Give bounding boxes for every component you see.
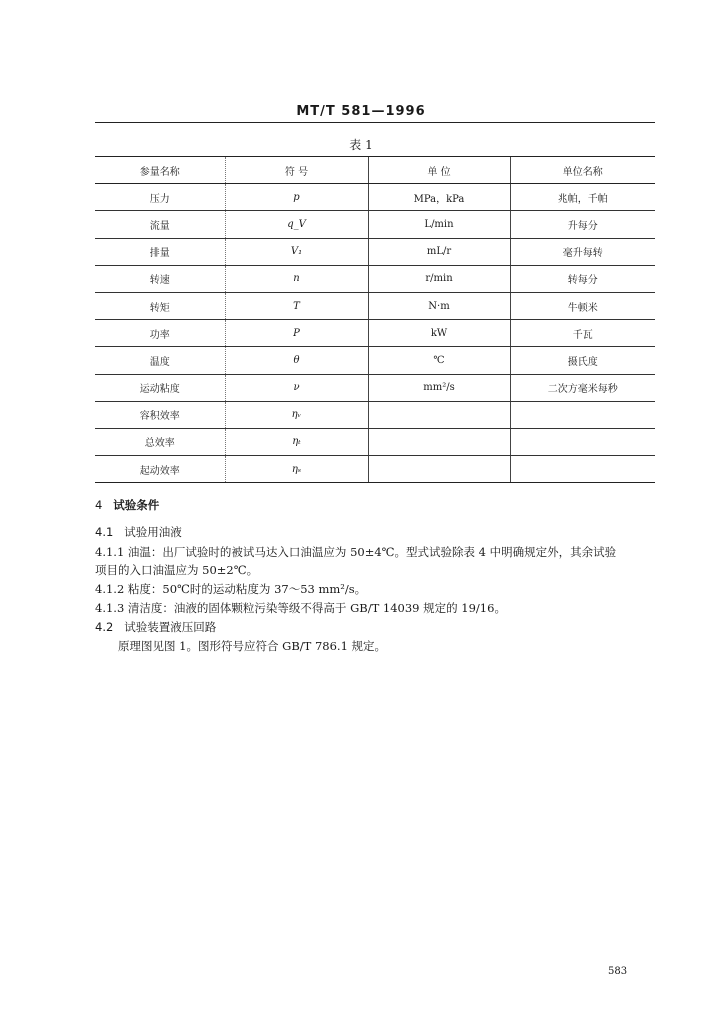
standard-number-header: MT/T 581—1996 <box>296 104 426 119</box>
parameter-name-cell: 容积效率 <box>95 401 225 428</box>
unit-name-cell: 二次方毫米每秒 <box>510 374 655 401</box>
unit-name-cell: 牛顿米 <box>510 292 655 319</box>
symbol-cell: ν <box>225 374 368 401</box>
page-number: 583 <box>608 966 628 977</box>
symbol-cell: ηₜ <box>225 428 368 455</box>
unit-name-cell: 转每分 <box>510 265 655 292</box>
unit-cell: mL/r <box>368 238 510 265</box>
unit-name-cell <box>510 456 655 483</box>
symbol-cell: T <box>225 292 368 319</box>
units-table <box>95 156 655 483</box>
column-header: 符 号 <box>225 157 368 184</box>
unit-name-cell: 毫升每转 <box>510 238 655 265</box>
unit-cell: mm²/s <box>368 374 510 401</box>
parameter-name-cell: 转矩 <box>95 292 225 319</box>
parameter-name-cell: 运动粘度 <box>95 374 225 401</box>
table-row <box>95 320 655 347</box>
section-title: 试验用油液 <box>124 525 182 539</box>
symbol-cell: q_V <box>225 211 368 238</box>
table-row <box>95 184 655 211</box>
symbol-cell: ηᵥ <box>225 401 368 428</box>
section-4-heading <box>95 497 655 513</box>
clause-4-1-1-line-2: 项目的入口油温应为 50±2℃。 <box>95 563 259 577</box>
unit-name-cell: 摄氏度 <box>510 347 655 374</box>
parameter-name-cell: 功率 <box>95 320 225 347</box>
table-row <box>95 428 655 455</box>
section-number: 4.2 <box>95 620 114 634</box>
symbol-cell: V₁ <box>225 238 368 265</box>
header-rule <box>95 122 655 123</box>
clause-4-1-2: 4.1.2 粘度：50℃时的运动粘度为 37～53 mm²/s。 <box>95 582 367 596</box>
section-4-2-heading <box>95 619 655 635</box>
table-row <box>95 238 655 265</box>
unit-cell: L/min <box>368 211 510 238</box>
parameter-name-cell: 转速 <box>95 265 225 292</box>
table-row <box>95 374 655 401</box>
clause-4-1-1-line-1: 4.1.1 油温：出厂试验时的被试马达入口油温应为 50±4℃。型式试验除表 4 中明确规定外，其余试验 <box>95 545 617 559</box>
table-title: 表 1 <box>349 138 373 152</box>
unit-cell: ℃ <box>368 347 510 374</box>
symbol-cell: n <box>225 265 368 292</box>
unit-cell <box>368 456 510 483</box>
parameter-name-cell: 压力 <box>95 184 225 211</box>
symbol-cell: θ <box>225 347 368 374</box>
clause-4-1-3: 4.1.3 清洁度：油液的固体颗粒污染等级不得高于 GB/T 14039 规定的 19/16。 <box>95 601 506 615</box>
symbol-cell: P <box>225 320 368 347</box>
unit-cell: r/min <box>368 265 510 292</box>
column-header: 单 位 <box>368 157 510 184</box>
column-header: 单位名称 <box>510 157 655 184</box>
unit-name-cell: 千瓦 <box>510 320 655 347</box>
table-row <box>95 401 655 428</box>
clause-4-2-body: 原理图见图 1。图形符号应符合 GB/T 786.1 规定。 <box>118 639 387 653</box>
table-row <box>95 265 655 292</box>
section-title: 试验装置液压回路 <box>124 620 217 634</box>
symbol-cell: p <box>225 184 368 211</box>
parameter-name-cell: 起动效率 <box>95 456 225 483</box>
column-header: 参量名称 <box>95 157 225 184</box>
unit-cell: N·m <box>368 292 510 319</box>
section-number: 4 <box>95 498 103 512</box>
section-number: 4.1 <box>95 525 114 539</box>
unit-cell: MPa，kPa <box>368 184 510 211</box>
table-row <box>95 456 655 483</box>
unit-name-cell: 升每分 <box>510 211 655 238</box>
table-row <box>95 347 655 374</box>
unit-cell: kW <box>368 320 510 347</box>
unit-name-cell <box>510 428 655 455</box>
unit-cell <box>368 401 510 428</box>
unit-cell <box>368 428 510 455</box>
symbol-cell: ηₛ <box>225 456 368 483</box>
parameter-name-cell: 排量 <box>95 238 225 265</box>
parameter-name-cell: 流量 <box>95 211 225 238</box>
table-row <box>95 211 655 238</box>
parameter-name-cell: 总效率 <box>95 428 225 455</box>
table-header-row <box>95 157 655 184</box>
table-row <box>95 292 655 319</box>
unit-name-cell <box>510 401 655 428</box>
section-4-1-heading <box>95 524 655 540</box>
section-title: 试验条件 <box>113 498 160 512</box>
parameter-name-cell: 温度 <box>95 347 225 374</box>
unit-name-cell: 兆帕，千帕 <box>510 184 655 211</box>
